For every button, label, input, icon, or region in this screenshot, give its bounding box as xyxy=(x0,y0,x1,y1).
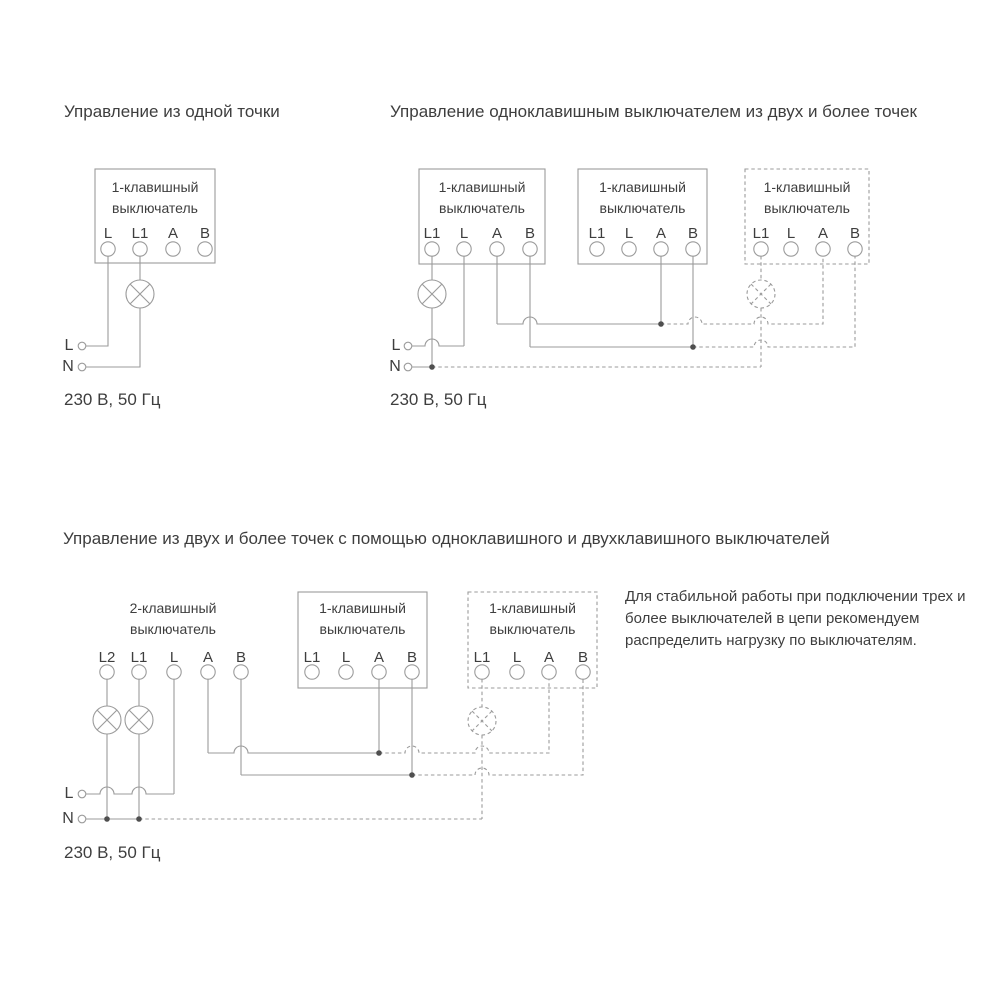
terminal-label: B xyxy=(235,649,246,666)
terminal-label: A xyxy=(167,225,178,242)
switch1-label-line1: 1-клавишный xyxy=(438,179,526,195)
supply-l-label: L xyxy=(64,337,74,354)
wires-dashed-optional xyxy=(139,679,583,819)
supply-n-label: N xyxy=(62,358,74,375)
supply-n-label: N xyxy=(389,358,401,375)
switch2-label xyxy=(298,598,427,640)
lamp-icon-1 xyxy=(93,706,121,734)
switch2-label-line1: 1-клавишный xyxy=(319,600,406,616)
voltage-label: 230 В, 50 Гц xyxy=(64,843,161,862)
switch1-label xyxy=(108,598,238,640)
terminal-label: L xyxy=(169,649,179,666)
lamp-icon xyxy=(418,280,446,308)
switch3-label-line1: 1-клавишный xyxy=(763,179,851,195)
switch3-label xyxy=(745,177,869,219)
terminal-label: L xyxy=(103,225,113,242)
voltage-label: 230 В, 50 Гц xyxy=(64,390,161,409)
note-line2: более выключателей в цепи рекомендуем xyxy=(625,610,920,627)
note-line3: распределить нагрузку по выключателям. xyxy=(625,632,917,649)
switch2-label-line2: выключатель xyxy=(319,621,406,637)
switch1-label-line2: выключатель xyxy=(439,200,525,216)
lamp-icon-2 xyxy=(125,706,153,734)
stability-note xyxy=(625,586,995,652)
terminal-label: B xyxy=(577,649,588,666)
switch-label-line2: выключатель xyxy=(112,200,198,216)
terminal-label: L1 xyxy=(303,649,321,666)
wires-solid xyxy=(412,256,693,367)
terminal-label: L2 xyxy=(98,649,116,666)
voltage-label: 230 В, 50 Гц xyxy=(390,390,487,409)
terminal-label: B xyxy=(524,225,535,242)
switch3-label-line1: 1-клавишный xyxy=(489,600,576,616)
terminal-label: L1 xyxy=(423,225,441,242)
supply-n-label: N xyxy=(62,810,74,827)
junction-dots xyxy=(104,750,415,822)
terminal-label: B xyxy=(849,225,860,242)
terminal-label: A xyxy=(202,649,213,666)
diagram1-title: Управление из одной точки xyxy=(64,102,280,121)
terminal-label: L1 xyxy=(473,649,491,666)
terminal-label: L1 xyxy=(131,225,149,242)
terminal-label: A xyxy=(373,649,384,666)
terminal-label: L1 xyxy=(752,225,770,242)
junction-dots xyxy=(429,321,696,370)
switch3-label-line2: выключатель xyxy=(489,621,576,637)
lamp-icon xyxy=(126,280,154,308)
terminal-label: A xyxy=(817,225,828,242)
switch3-label-line2: выключатель xyxy=(764,200,850,216)
terminal-label: L xyxy=(512,649,522,666)
terminal-label: L xyxy=(459,225,469,242)
switch2-label-line1: 1-клавишный xyxy=(599,179,686,195)
switch1-label xyxy=(419,177,545,219)
terminal-label: B xyxy=(687,225,698,242)
terminal-label: L xyxy=(341,649,351,666)
wires xyxy=(86,256,140,367)
diagram2-title: Управление одноклавишным выключателем из двух и более точек xyxy=(390,102,917,121)
switch1-label-line2: выключатель xyxy=(130,621,216,637)
switch2-label-line2: выключатель xyxy=(599,200,686,216)
terminal-label: L xyxy=(786,225,796,242)
lamp-icon-optional xyxy=(747,280,775,308)
switch-label-line1: 1-клавишный xyxy=(111,179,199,195)
terminal-label: A xyxy=(655,225,666,242)
terminal-label: A xyxy=(491,225,502,242)
terminal-label: B xyxy=(406,649,417,666)
terminal-label: B xyxy=(199,225,210,242)
switch2-label xyxy=(578,177,707,219)
terminal-label: L1 xyxy=(588,225,606,242)
supply-l-label: L xyxy=(391,337,401,354)
wires-dashed-optional xyxy=(432,256,855,367)
switch3-label xyxy=(468,598,597,640)
switch-label xyxy=(95,177,215,219)
switch1-label-line1: 2-клавишный xyxy=(129,600,217,616)
supply-l-label: L xyxy=(64,785,74,802)
terminal-label: L1 xyxy=(130,649,148,666)
wires-solid xyxy=(86,679,412,819)
terminal-label: L xyxy=(624,225,634,242)
diagram3-title: Управление из двух и более точек с помощью одноклавишного и двухклавишного выключателей xyxy=(63,529,830,548)
note-line1: Для стабильной работы при подключении трех и xyxy=(625,588,966,605)
lamp-icon-optional xyxy=(468,707,496,735)
terminal-label: A xyxy=(543,649,554,666)
